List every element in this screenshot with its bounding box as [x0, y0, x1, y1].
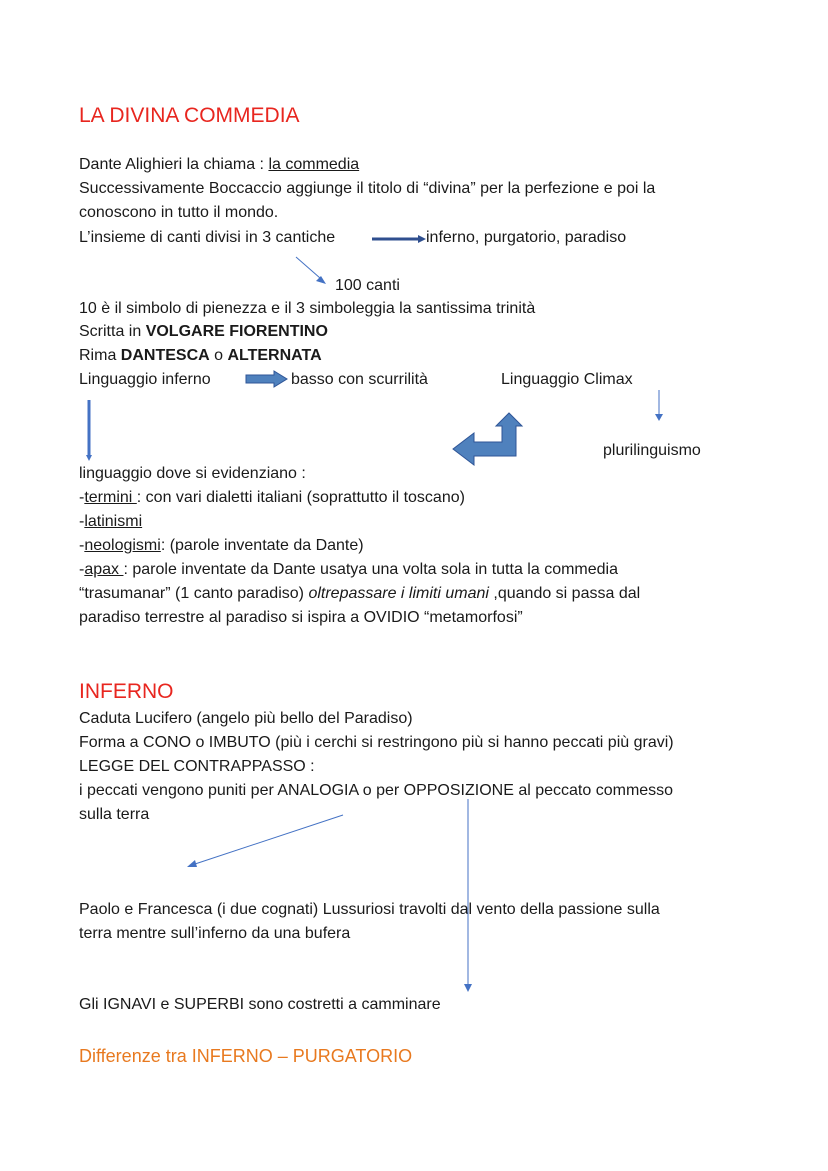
linguaggio-climax: Linguaggio Climax [501, 371, 633, 388]
latinismi-underlined: latinismi [84, 513, 143, 530]
alternata-bold: ALTERNATA [227, 347, 322, 364]
inferno-line-4: i peccati vengono puniti per ANALOGIA o per OPPOSIZIONE al peccato commesso [79, 782, 674, 799]
termini-underlined: termini [84, 489, 137, 506]
apax-underlined: apax [84, 561, 124, 578]
linguaggio-inferno: Linguaggio inferno [79, 371, 211, 388]
inferno-line-7: terra mentre sull’inferno da una bufera [79, 925, 351, 942]
dantesca-bold: DANTESCA [120, 347, 210, 364]
rima-prefix: Rima [79, 347, 121, 364]
rima-o: o [209, 347, 228, 364]
arrow-long-down-icon [464, 799, 472, 992]
page-title: LA DIVINA COMMEDIA [79, 104, 300, 127]
neologismi-underlined: neologismi [84, 537, 161, 554]
inferno-line-6: Paolo e Francesca (i due cognati) Lussuriosi travolti dal vento della passione sulla [79, 901, 660, 918]
dash: - [79, 513, 85, 530]
ovidio-line: paradiso terrestre al paradiso si ispira a OVIDIO “metamorfosi” [79, 609, 523, 626]
cantiche-text: L’insieme di canti divisi in 3 cantiche [79, 229, 336, 246]
basso-scurrilita: basso con scurrilità [291, 371, 428, 388]
termini-desc: : con vari dialetti italiani (soprattutto il toscano) [136, 489, 465, 506]
arrow-down-climax-icon [655, 390, 663, 421]
arrow-cantiche-icon [372, 235, 426, 243]
trasumanar-text: “trasumanar” (1 canto paradiso) [79, 585, 309, 602]
neologismi-desc: : (parole inventate da Dante) [160, 537, 364, 554]
la-commedia-underlined: la commedia [268, 156, 360, 173]
inferno-line-5: sulla terra [79, 806, 150, 823]
dash: - [79, 489, 85, 506]
inferno-line-1: Caduta Lucifero (angelo più bello del Paradiso) [79, 710, 413, 727]
cantiche-names: inferno, purgatorio, paradiso [426, 229, 627, 246]
volgare-bold: VOLGARE FIORENTINO [145, 323, 328, 340]
arrow-diagonal-left-icon [187, 815, 343, 867]
oltrepassare-italic: oltrepassare i limiti umani [308, 585, 489, 602]
intro-text: Dante Alighieri la chiama : [79, 156, 269, 173]
arrow-block-right-icon [246, 371, 287, 387]
volgare-prefix: Scritta in [79, 323, 146, 340]
trasumanar-post: ,quando si passa dal [488, 585, 641, 602]
cento-canti: 100 canti [335, 277, 400, 294]
dash: - [79, 561, 85, 578]
arrow-bent-left-icon [453, 413, 522, 465]
dash: - [79, 537, 85, 554]
plurilinguismo: plurilinguismo [603, 442, 701, 459]
inferno-heading: INFERNO [79, 680, 174, 703]
linguaggio-evidenziano: linguaggio dove si evidenziano : [79, 465, 306, 482]
arrow-thick-down-icon [86, 400, 92, 461]
intro-line-2: Successivamente Boccaccio aggiunge il titolo di “divina” per la perfezione e poi la [79, 180, 656, 197]
intro-line-3: conoscono in tutto il mondo. [79, 204, 279, 221]
inferno-line-8: Gli IGNAVI e SUPERBI sono costretti a camminare [79, 996, 441, 1013]
inferno-line-2: Forma a CONO o IMBUTO (più i cerchi si restringono più si hanno peccati più gravi) [79, 734, 674, 751]
differenze-heading: Differenze tra INFERNO – PURGATORIO [79, 1046, 413, 1066]
simbolo-line: 10 è il simbolo di pienezza e il 3 simboleggia la santissima trinità [79, 300, 536, 317]
arrow-diagonal-canti-icon [296, 257, 326, 284]
inferno-line-3: LEGGE DEL CONTRAPPASSO : [79, 758, 315, 775]
apax-desc: : parole inventate da Dante usatya una volta sola in tutta la commedia [123, 561, 618, 578]
